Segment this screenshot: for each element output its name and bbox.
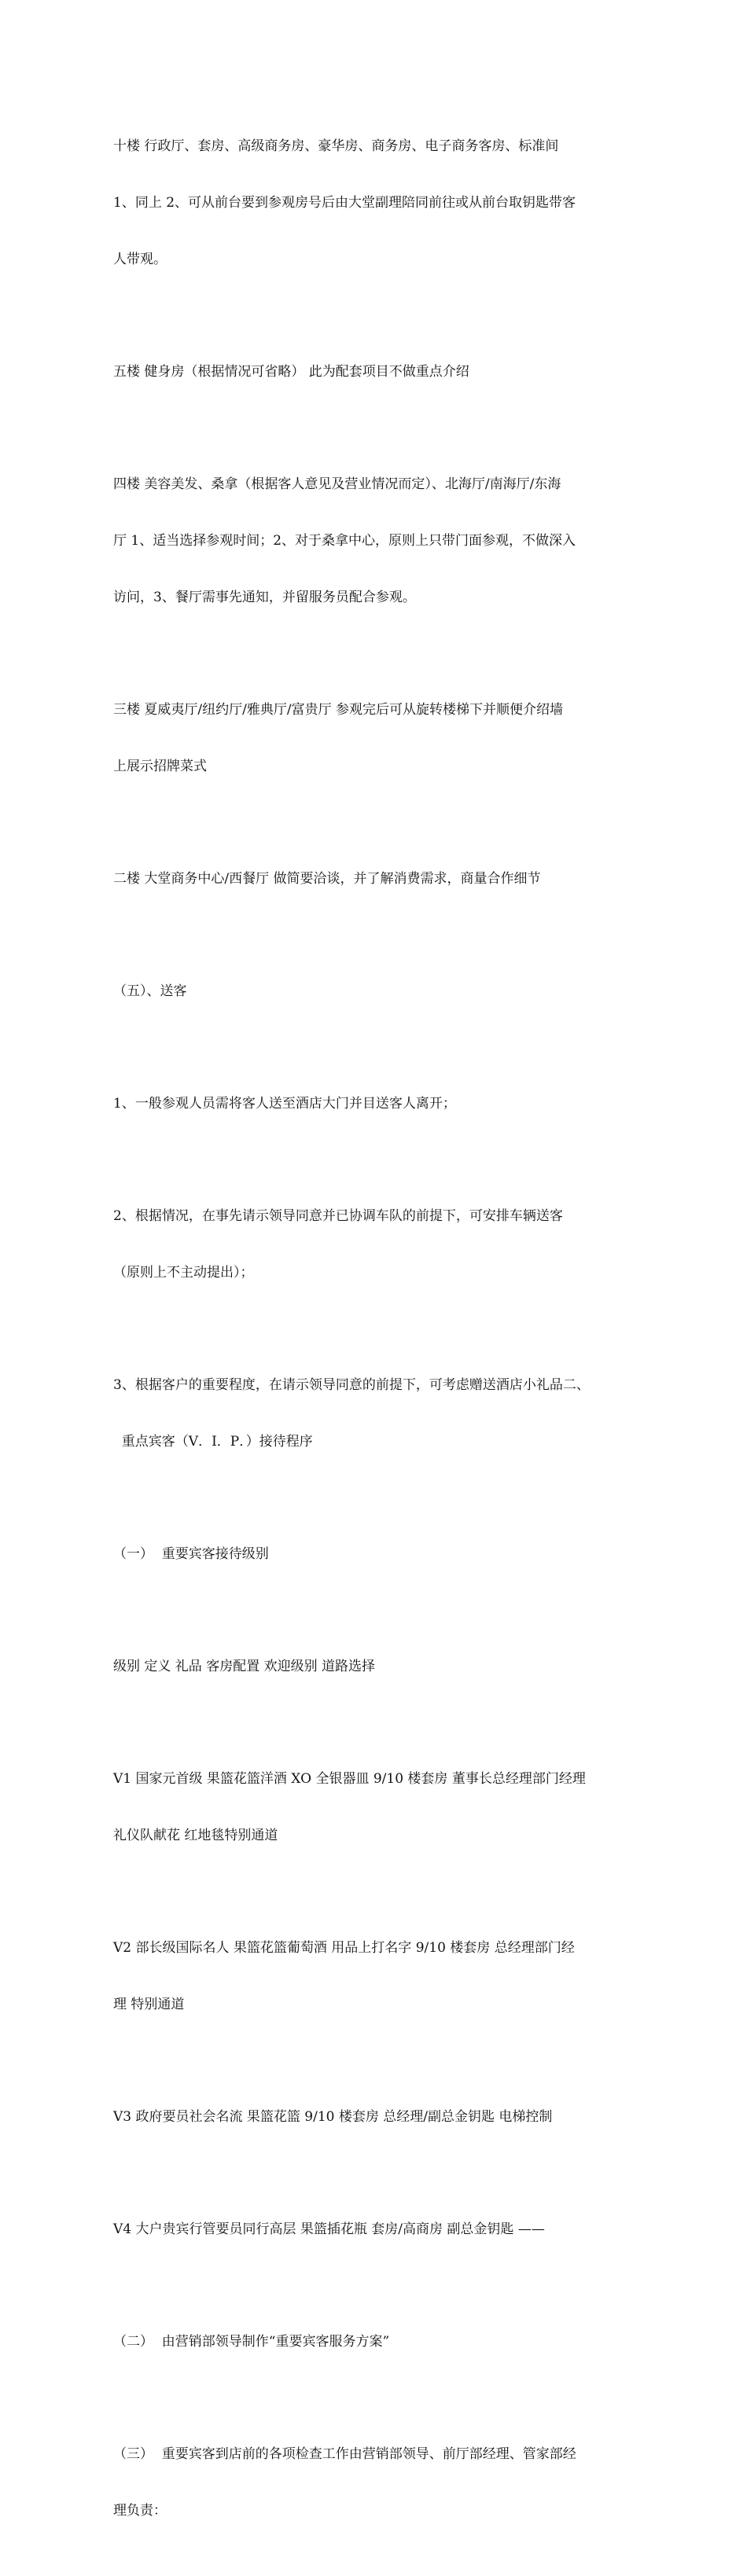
text-line: V2 部长级国际名人 果篮花篮葡萄酒 用品上打名字 9/10 楼套房 总经理部门经 [113,1940,575,1956]
text-line: 十楼 行政厅、套房、高级商务房、豪华房、商务房、电子商务客房、标准间 [113,138,559,154]
text-line: V4 大户贵宾行管要员同行高层 果篮插花瓶 套房/高商房 副总金钥匙 —— [113,2221,545,2237]
text-line: V1 国家元首级 果篮花篮洋酒 XO 全银器皿 9/10 楼套房 董事长总经理部门经理 [113,1771,586,1787]
text-line: 2、根据情况，在事先请示领导同意并已协调车队的前提下，可安排车辆送客 [113,1208,563,1224]
text-line: 重点宾客（V．I．P．）接待程序 [113,1434,313,1450]
text-line: V3 政府要员社会名流 果篮花篮 9/10 楼套房 总经理/副总金钥匙 电梯控制 [113,2109,553,2125]
text-line: 理 特别通道 [113,1997,185,2012]
section-heading-vip-plan [113,2295,640,2389]
paragraph-floor-2 [113,832,640,926]
section-heading-vip-levels [113,1507,640,1601]
text-line: 厅 1、适当选择参观时间；2、对于桑拿中心，原则上只带门面参观，不做深入 [113,533,576,549]
text-line: （一） 重要宾客接待级别 [113,1546,269,1562]
text-line: 人带观。 [113,252,167,267]
text-line: 访问，3、餐厅需事先通知，并留服务员配合参观。 [113,590,416,605]
paragraph-floor-5 [113,325,640,419]
text-line: 上展示招牌菜式 [113,759,207,774]
vip-row-v2 [113,1901,640,2052]
text-line: 级别 定义 礼品 客房配置 欢迎级别 道路选择 [113,1659,376,1674]
section-heading-seeing-off [113,944,640,1038]
text-line: 礼仪队献花 红地毯特别通道 [113,1828,278,1843]
text-line: 五楼 健身房（根据情况可省略） 此为配套项目不做重点介绍 [113,364,469,380]
paragraph-item-1 [113,1056,640,1151]
text-line: 四楼 美容美发、桑拿（根据客人意见及营业情况而定）、北海厅/南海厅/东海 [113,476,561,492]
paragraph-item-3 [113,1338,640,1489]
text-line: 二楼 大堂商务中心/西餐厅 做简要洽谈，并了解消费需求，商量合作细节 [113,871,541,887]
paragraph-item-2 [113,1169,640,1320]
text-line: 1、一般参观人员需将客人送至酒店大门并目送客人离开； [113,1096,456,1112]
text-line: （五）、送客 [113,983,187,999]
vip-row-v1 [113,1732,640,1883]
vip-row-v4 [113,2182,640,2277]
text-line: 理负责： [113,2503,167,2519]
paragraph-floor-4 [113,437,640,645]
vip-row-v3 [113,2070,640,2164]
text-line: （三） 重要宾客到店前的各项检查工作由营销部领导、前厅部经理、管家部经 [113,2446,576,2462]
paragraph-floor-3 [113,663,640,814]
text-line: 三楼 夏威夷厅/纽约厅/雅典厅/富贵厅 参观完后可从旋转楼梯下并顺便介绍墙 [113,702,563,718]
text-line: 3、根据客户的重要程度，在请示领导同意的前提下，可考虑赠送酒店小礼品二、 [113,1377,590,1393]
text-line: （二） 由营销部领导制作“重要宾客服务方案” [113,2334,390,2350]
text-line: （原则上不主动提出）； [113,1265,254,1281]
section-heading-vip-check [113,2407,640,2558]
paragraph-floor-10 [113,99,640,307]
document-body [113,99,640,2576]
text-line: 1、同上 2、可从前台要到参观房号后由大堂副理陪同前往或从前台取钥匙带客 [113,195,576,211]
vip-table-header [113,1619,640,1714]
